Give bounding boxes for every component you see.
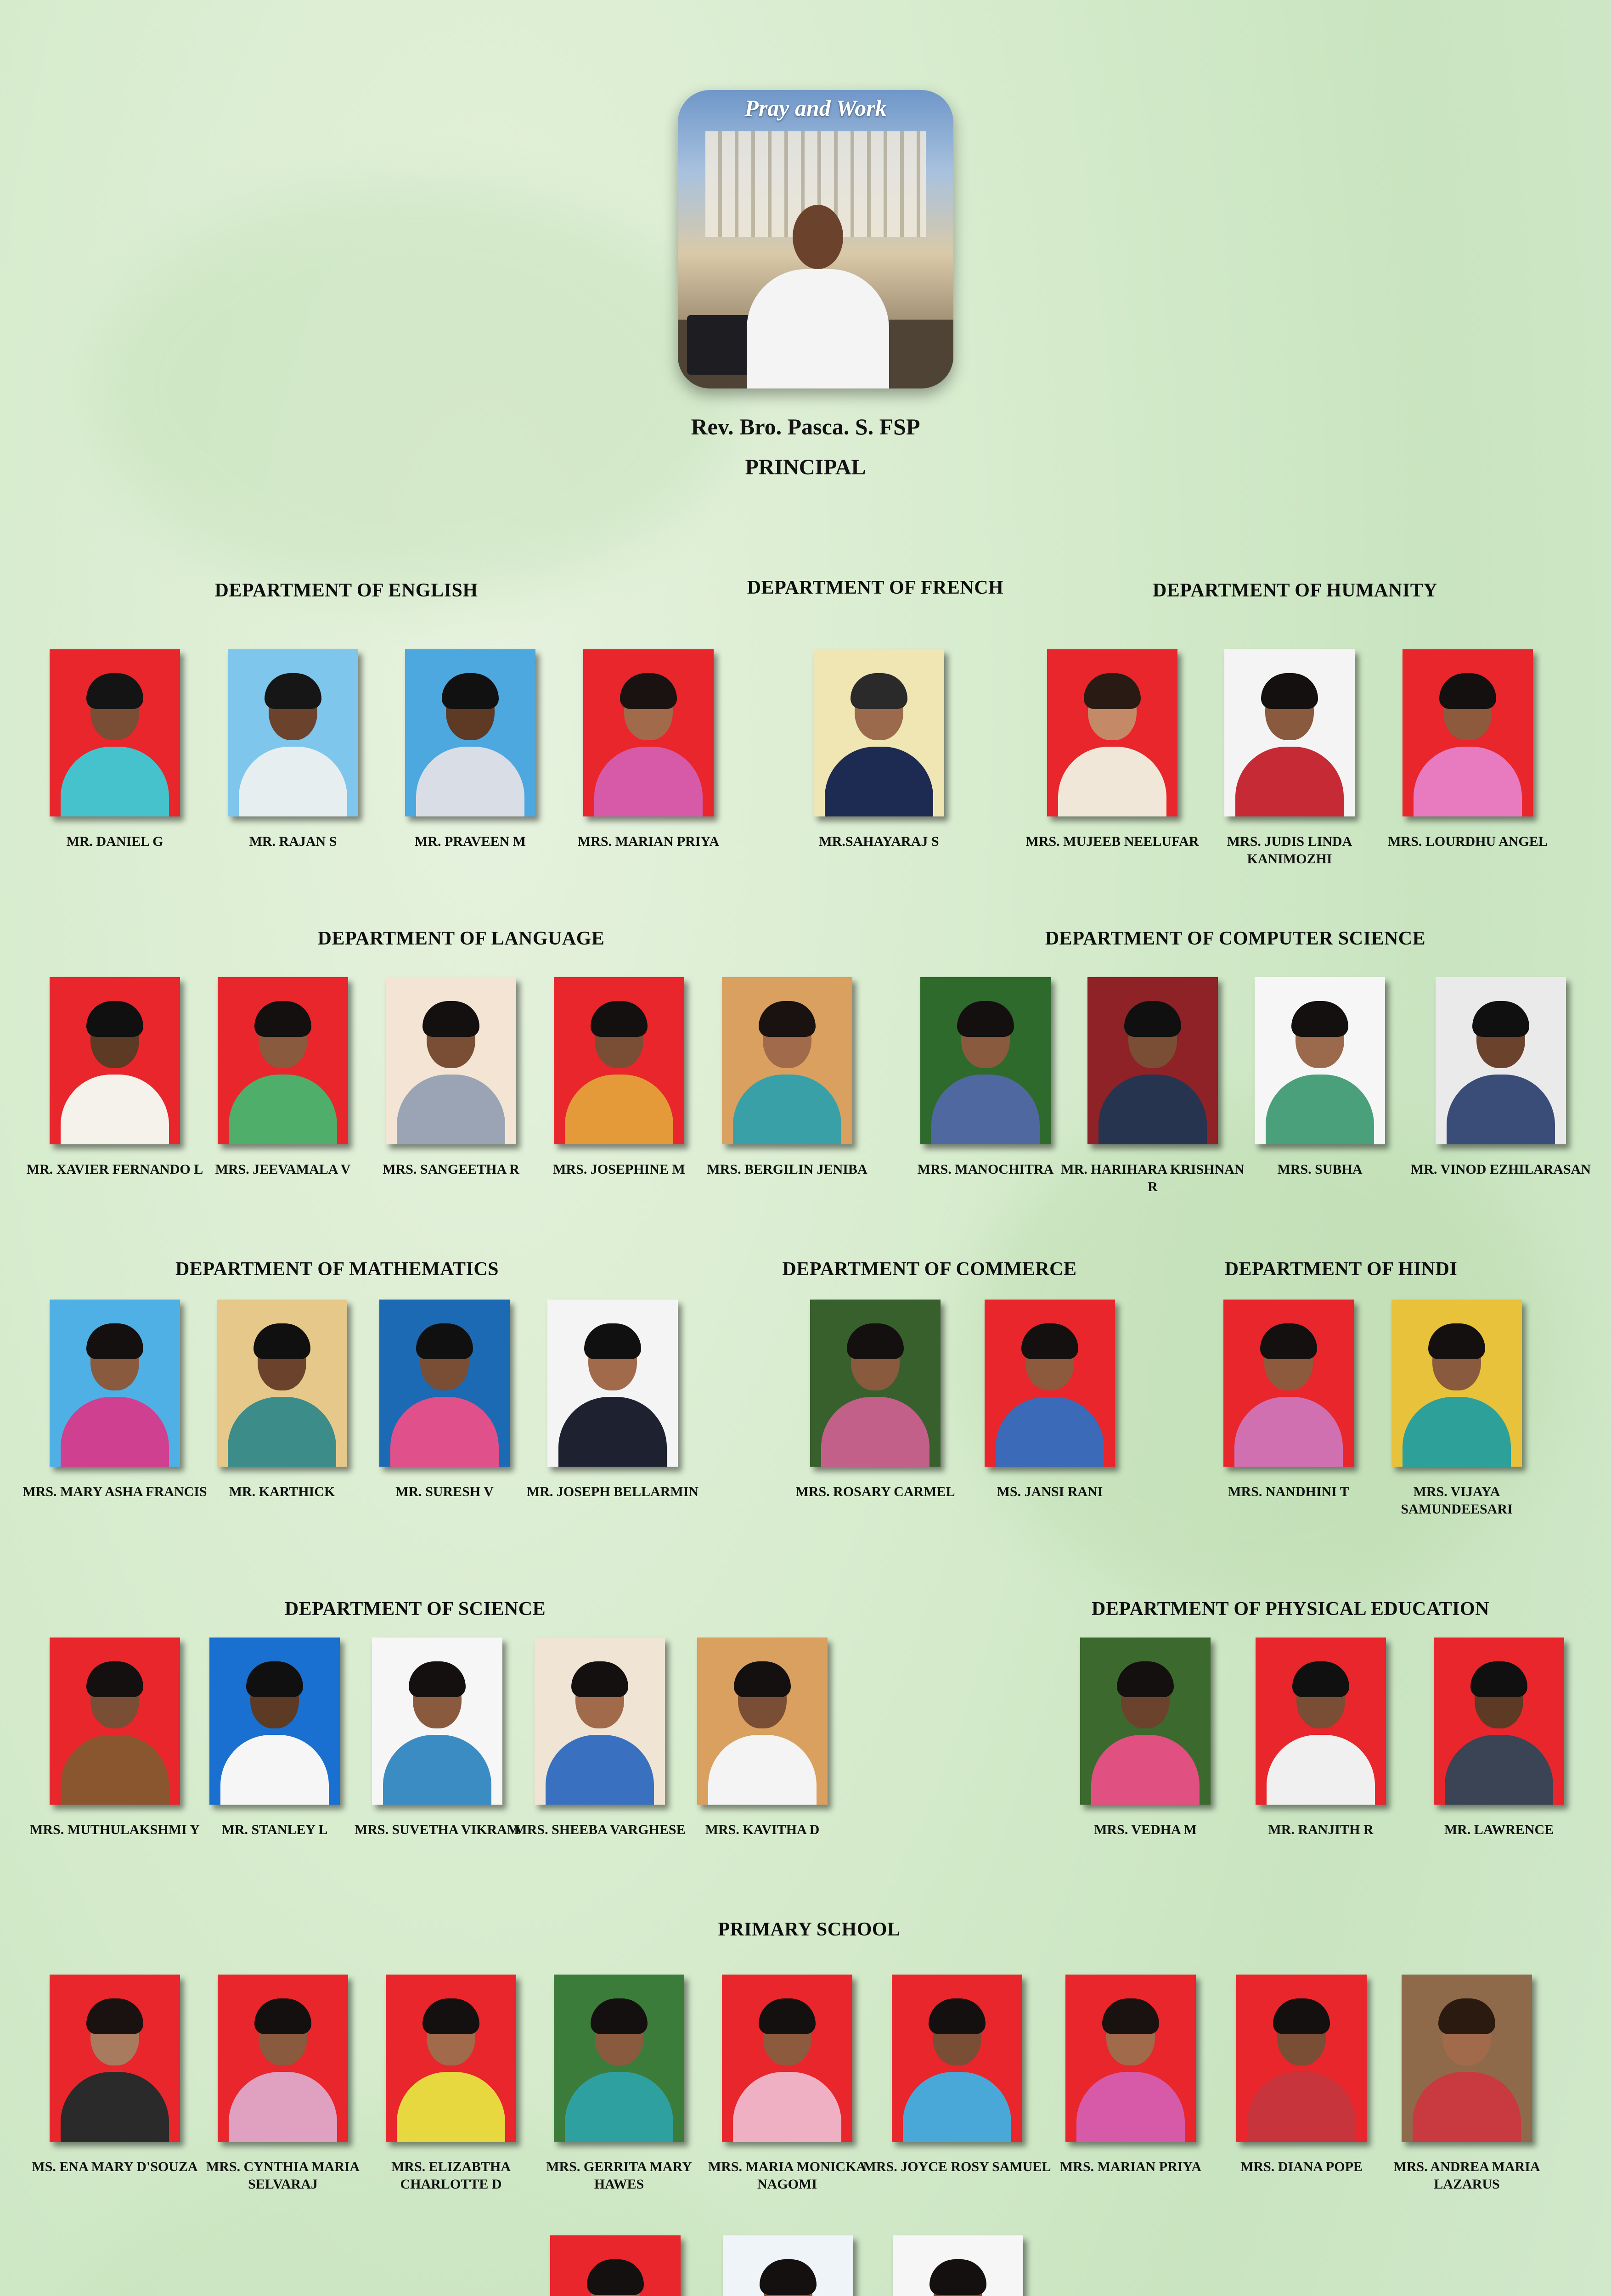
portrait-hair — [571, 1661, 628, 1697]
staff-photo — [50, 1638, 180, 1805]
portrait-body — [1058, 747, 1166, 816]
portrait-body — [821, 1397, 929, 1467]
staff-photo — [209, 1638, 340, 1805]
staff-card — [379, 1300, 510, 1501]
staff-name: MRS. CYNTHIA MARIA SELVARAJ — [206, 2159, 360, 2192]
staff-card — [1434, 1638, 1564, 1839]
portrait-hair — [1260, 1323, 1317, 1359]
staff-photo — [1391, 1300, 1522, 1467]
portrait-body — [546, 1735, 654, 1805]
portrait-hair — [86, 673, 143, 709]
portrait-body — [565, 2072, 673, 2142]
staff-card — [526, 1300, 699, 1501]
portrait-body — [1098, 1075, 1207, 1144]
staff-photo — [535, 1638, 665, 1805]
portrait-body — [733, 1075, 841, 1144]
portrait-hair — [265, 673, 321, 709]
principal-photo — [678, 90, 953, 388]
portrait-hair — [1273, 1998, 1330, 2034]
staff-card — [1391, 1300, 1522, 1518]
staff-name: MRS. BERGILIN JENIBA — [707, 1162, 867, 1177]
staff-name: MRS. ROSARY CARMEL — [795, 1484, 955, 1499]
portrait-hair — [1102, 1998, 1159, 2034]
staff-name: MRS. SUVETHA VIKRAM — [354, 1822, 520, 1837]
staff-card — [707, 977, 867, 1178]
staff-name: MR. DANIEL G — [66, 834, 163, 849]
staff-photo — [1080, 1638, 1211, 1805]
portrait-body — [239, 747, 347, 816]
portrait-hair — [620, 673, 677, 709]
school-motto: Pray and Work — [744, 95, 887, 121]
portrait-hair — [1472, 1001, 1529, 1037]
portrait-body — [229, 2072, 337, 2142]
department-heading: DEPARTMENT OF COMPUTER SCIENCE — [1045, 928, 1426, 949]
portrait-body — [61, 1075, 169, 1144]
portrait-hair — [86, 1001, 143, 1037]
staff-card — [1059, 1975, 1202, 2176]
staff-name: MR. SURESH V — [395, 1484, 494, 1499]
staff-card — [893, 2235, 1023, 2296]
portrait-hair — [442, 673, 499, 709]
staff-card — [795, 1300, 955, 1501]
staff-name: MRS. JOYCE ROSY SAMUEL — [863, 2159, 1051, 2174]
staff-card — [1256, 1638, 1386, 1839]
staff-photo — [547, 1300, 678, 1467]
staff-photo — [228, 649, 358, 816]
staff-photo — [1223, 1300, 1354, 1467]
staff-card — [30, 1638, 200, 1839]
portrait-body — [390, 1397, 499, 1467]
portrait-hair — [584, 1323, 641, 1359]
staff-card — [1255, 977, 1385, 1178]
staff-card — [26, 977, 203, 1178]
portrait-hair — [847, 1323, 904, 1359]
portrait-hair — [1261, 673, 1318, 709]
portrait-body — [708, 1735, 817, 1805]
staff-photo — [1434, 1638, 1564, 1805]
staff-photo — [1065, 1975, 1196, 2142]
staff-name: MR. RAJAN S — [249, 834, 337, 849]
staff-photo — [218, 1975, 348, 2142]
staff-photo — [372, 1638, 502, 1805]
staff-photo — [892, 1975, 1022, 2142]
portrait-body — [416, 747, 524, 816]
staff-name: MRS. KAVITHA D — [705, 1822, 820, 1837]
staff-card — [514, 1638, 686, 1839]
portrait-body — [1076, 2072, 1185, 2142]
staff-name: MRS. LOURDHU ANGEL — [1388, 834, 1548, 849]
portrait-hair — [1124, 1001, 1181, 1037]
staff-card — [209, 1638, 340, 1839]
portrait-hair — [422, 1001, 479, 1037]
staff-name: MRS. VIJAYA SAMUNDEESARI — [1401, 1484, 1513, 1517]
staff-photo — [1402, 1975, 1532, 2142]
portrait-hair — [591, 1001, 648, 1037]
department-heading: DEPARTMENT OF ENGLISH — [214, 580, 478, 601]
staff-card — [1080, 1638, 1211, 1839]
staff-name: MS. ENA MARY D'SOUZA — [32, 2159, 198, 2174]
portrait-hair — [1470, 1661, 1527, 1697]
department-heading: PRIMARY SCHOOL — [718, 1919, 901, 1940]
staff-name: MR. JOSEPH BELLARMIN — [526, 1484, 699, 1499]
portrait-hair — [929, 2259, 986, 2295]
portrait-hair — [1084, 673, 1141, 709]
staff-photo — [379, 1300, 510, 1467]
staff-card — [577, 649, 720, 850]
portrait-hair — [1021, 1323, 1078, 1359]
portrait-body — [1414, 747, 1522, 816]
portrait-body — [397, 1075, 505, 1144]
staff-photo — [814, 649, 944, 816]
portrait-body — [825, 747, 933, 816]
background-texture — [92, 184, 735, 597]
staff-card — [405, 649, 535, 850]
portrait-hair — [1292, 1661, 1349, 1697]
staff-name: MRS. JOSEPHINE M — [553, 1162, 685, 1177]
staff-card — [1223, 1300, 1354, 1501]
staff-name: MRS. ELIZABTHA CHARLOTTE D — [391, 2159, 511, 2192]
staff-photo — [893, 2235, 1023, 2296]
portrait-body — [61, 747, 169, 816]
portrait-hair — [86, 1323, 143, 1359]
staff-card — [723, 2235, 853, 2296]
portrait-body — [228, 1397, 336, 1467]
portrait-body — [1234, 1397, 1343, 1467]
department-heading: DEPARTMENT OF SCIENCE — [284, 1598, 546, 1620]
staff-card — [217, 1300, 347, 1501]
staff-photo — [50, 649, 180, 816]
staff-name: MRS. ANDREA MARIA LAZARUS — [1393, 2159, 1540, 2192]
portrait-hair — [253, 1323, 310, 1359]
staff-name: MR. LAWRENCE — [1444, 1822, 1554, 1837]
portrait-body — [1403, 1397, 1511, 1467]
department-heading: DEPARTMENT OF PHYSICAL EDUCATION — [1092, 1598, 1489, 1620]
staff-card — [1236, 1975, 1367, 2176]
portrait-hair — [1438, 1998, 1495, 2034]
staff-name: MR. KARTHICK — [229, 1484, 335, 1499]
portrait-body — [594, 747, 703, 816]
portrait-hair — [416, 1323, 473, 1359]
staff-name: MR. HARIHARA KRISHNAN R — [1061, 1162, 1245, 1194]
principal-title: PRINCIPAL — [745, 455, 866, 479]
staff-photo — [1256, 1638, 1386, 1805]
portrait-hair — [1439, 673, 1496, 709]
staff-photo — [1436, 977, 1566, 1144]
staff-card — [383, 977, 519, 1178]
portrait-body — [1247, 2072, 1356, 2142]
portrait-body — [1266, 1075, 1374, 1144]
staff-name: MRS. JUDIS LINDA KANIMOZHI — [1227, 834, 1352, 867]
portrait-hair — [760, 2259, 817, 2295]
portrait-hair — [957, 1001, 1014, 1037]
staff-photo — [405, 649, 535, 816]
portrait-hair — [929, 1998, 986, 2034]
portrait-hair — [1117, 1661, 1174, 1697]
staff-card — [215, 977, 351, 1178]
portrait-body — [565, 1075, 673, 1144]
staff-card — [206, 1975, 360, 2193]
staff-name: MRS. SUBHA — [1277, 1162, 1363, 1177]
portrait-hair — [86, 1661, 143, 1697]
staff-name: MRS. MARIAN PRIYA — [577, 834, 720, 849]
staff-card — [863, 1975, 1051, 2176]
staff-name: MRS. MARIA MONICKA NAGOMI — [708, 2159, 867, 2192]
portrait-body — [61, 1735, 169, 1805]
staff-card — [1224, 649, 1355, 868]
portrait-body — [1091, 1735, 1200, 1805]
staff-name: MR.SAHAYARAJ S — [819, 834, 939, 849]
staff-card — [386, 1975, 516, 2193]
portrait-body — [229, 1075, 337, 1144]
staff-name: MRS. VEDHA M — [1094, 1822, 1197, 1837]
department-heading: DEPARTMENT OF COMMERCE — [782, 1259, 1077, 1280]
staff-photo — [810, 1300, 941, 1467]
staff-name: MRS. JEEVAMALA V — [215, 1162, 351, 1177]
portrait-hair — [246, 1661, 303, 1697]
portrait-body — [1447, 1075, 1555, 1144]
staff-card — [985, 1300, 1115, 1501]
portrait-hair — [86, 1998, 143, 2034]
staff-name: MRS. MARY ASHA FRANCIS — [23, 1484, 207, 1499]
department-heading: DEPARTMENT OF LANGUAGE — [317, 928, 605, 949]
portrait-body — [397, 2072, 505, 2142]
staff-photo — [583, 649, 714, 816]
staff-card — [32, 1975, 198, 2176]
staff-name: MRS. MANOCHITRA — [917, 1162, 1054, 1177]
staff-name: MRS. NANDHINI T — [1228, 1484, 1349, 1499]
department-heading: DEPARTMENT OF HINDI — [1224, 1259, 1458, 1280]
portrait-body — [558, 1397, 667, 1467]
staff-card — [550, 2235, 681, 2296]
staff-photo — [985, 1300, 1115, 1467]
staff-name: MRS. MARIAN PRIYA — [1059, 2159, 1202, 2174]
staff-card — [354, 1638, 520, 1839]
staff-photo — [1047, 649, 1177, 816]
staff-name: MS. JANSI RANI — [997, 1484, 1103, 1499]
staff-card — [1388, 649, 1548, 850]
staff-photo — [1236, 1975, 1367, 2142]
staff-card — [228, 649, 358, 850]
portrait-body — [1235, 747, 1344, 816]
portrait-body — [220, 1735, 329, 1805]
staff-photo — [50, 977, 180, 1144]
portrait-body — [383, 1735, 491, 1805]
portrait-hair — [587, 2259, 644, 2295]
staff-name: MRS. SANGEETHA R — [383, 1162, 519, 1177]
staff-name: MRS. DIANA POPE — [1240, 2159, 1363, 2174]
staff-name: MR. STANLEY L — [221, 1822, 328, 1837]
portrait-hair — [409, 1661, 466, 1697]
staff-photo — [554, 977, 684, 1144]
portrait-hair — [254, 1998, 311, 2034]
portrait-body — [1267, 1735, 1375, 1805]
staff-photo — [554, 1975, 684, 2142]
staff-photo — [920, 977, 1051, 1144]
portrait-body — [733, 2072, 841, 2142]
staff-photo — [50, 1300, 180, 1467]
staff-photo — [1255, 977, 1385, 1144]
principal-figure-head — [793, 205, 843, 269]
portrait-body — [996, 1397, 1104, 1467]
principal-name: Rev. Bro. Pasca. S. FSP — [691, 414, 920, 439]
portrait-hair — [734, 1661, 791, 1697]
staff-name: MR. XAVIER FERNANDO L — [26, 1162, 203, 1177]
staff-name: MR. VINOD EZHILARASAN — [1411, 1162, 1591, 1177]
department-heading: DEPARTMENT OF MATHEMATICS — [175, 1259, 499, 1280]
department-heading: DEPARTMENT OF HUMANITY — [1152, 580, 1438, 601]
portrait-body — [903, 2072, 1011, 2142]
staff-photo — [218, 977, 348, 1144]
staff-card — [23, 1300, 207, 1501]
staff-name: MR. RANJITH R — [1268, 1822, 1374, 1837]
staff-photo — [1403, 649, 1533, 816]
portrait-body — [931, 1075, 1040, 1144]
staff-photo — [550, 2235, 681, 2296]
portrait-body — [61, 1397, 169, 1467]
staff-name: MRS. MUTHULAKSHMI Y — [30, 1822, 200, 1837]
portrait-hair — [254, 1001, 311, 1037]
staff-card — [708, 1975, 867, 2193]
principal-figure-body — [747, 269, 889, 388]
portrait-hair — [1291, 1001, 1348, 1037]
staff-card — [50, 649, 180, 850]
portrait-body — [61, 2072, 169, 2142]
staff-photo — [217, 1300, 347, 1467]
staff-photo — [386, 1975, 516, 2142]
portrait-hair — [422, 1998, 479, 2034]
staff-card — [1061, 977, 1245, 1196]
staff-card — [697, 1638, 828, 1839]
staff-name: MRS. GERRITA MARY HAWES — [546, 2159, 692, 2192]
staff-photo — [1087, 977, 1218, 1144]
staff-photo — [1224, 649, 1355, 816]
portrait-hair — [759, 1001, 816, 1037]
staff-photo — [697, 1638, 828, 1805]
staff-photo — [50, 1975, 180, 2142]
staff-name: MRS. SHEEBA VARGHESE — [514, 1822, 686, 1837]
staff-card — [1025, 649, 1199, 850]
staff-photo — [723, 2235, 853, 2296]
portrait-hair — [591, 1998, 648, 2034]
staff-card — [554, 977, 684, 1178]
staff-card — [1411, 977, 1591, 1178]
portrait-body — [1413, 2072, 1521, 2142]
portrait-hair — [851, 673, 907, 709]
staff-card — [917, 977, 1054, 1178]
portrait-hair — [1428, 1323, 1485, 1359]
staff-name: MRS. MUJEEB NEELUFAR — [1025, 834, 1199, 849]
staff-card — [1393, 1975, 1540, 2193]
portrait-hair — [759, 1998, 816, 2034]
staff-photo — [722, 977, 852, 1144]
department-heading: DEPARTMENT OF FRENCH — [747, 577, 1004, 598]
staff-photo — [386, 977, 516, 1144]
staff-card — [546, 1975, 692, 2193]
staff-card — [814, 649, 944, 850]
staff-photo — [722, 1975, 852, 2142]
staff-name: MR. PRAVEEN M — [415, 834, 526, 849]
portrait-body — [1445, 1735, 1553, 1805]
